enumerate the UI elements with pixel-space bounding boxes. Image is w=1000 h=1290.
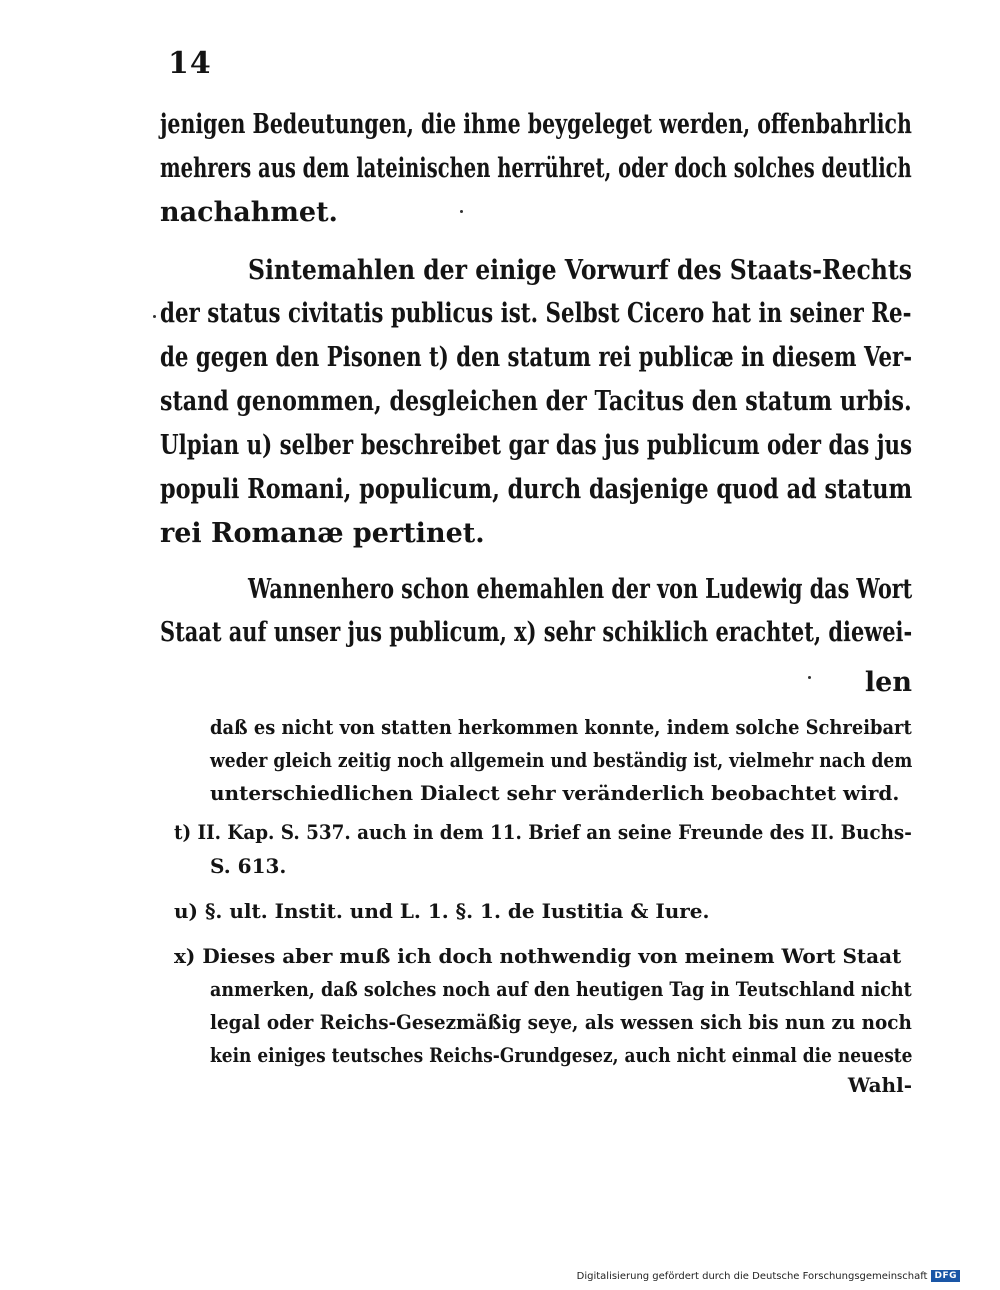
footnote-line: weder gleich zeitig noch allgemein und beständig ist, vielmehr nach dem <box>210 748 913 772</box>
scan-speck <box>153 315 156 318</box>
footnote-line: legal oder Reichs-Gesezmäßig seye, als wessen sich bis nun zu noch <box>210 1010 912 1034</box>
footnote-t: t) II. Kap. S. 537. auch in dem 11. Brief an seine Freunde des II. Buchs- <box>174 820 912 844</box>
page-number: 14 <box>168 46 212 81</box>
footnote-line: daß es nicht von statten herkommen konnte, indem solche Schreibart <box>210 715 912 739</box>
footnote-u: u) §. ult. Instit. und L. 1. §. 1. de Iustitia & Iure. <box>174 899 710 923</box>
footnote-line: S. 613. <box>210 854 287 878</box>
footer-text: Digitalisierung gefördert durch die Deutsche Forschungsgemeinschaft <box>576 1270 928 1282</box>
footnote-x: x) Dieses aber muß ich doch nothwendig von meinem Wort Staat <box>174 944 902 968</box>
scan-speck <box>808 676 811 679</box>
text-line: stand genommen, desgleichen der Tacitus den statum urbis. <box>160 386 912 417</box>
footnote-catchword: Wahl- <box>847 1073 912 1097</box>
catchword: len <box>864 667 912 698</box>
scan-speck <box>460 210 463 213</box>
text-line: nachahmet. <box>160 197 338 228</box>
dfg-logo: DFG <box>931 1270 960 1282</box>
text-line: Sintemahlen der einige Vorwurf des Staats-Rechts <box>248 255 912 286</box>
text-line: der status civitatis publicus ist. Selbst Cicero hat in seiner Re- <box>160 298 912 329</box>
text-line: Staat auf unser jus publicum, x) sehr schiklich erachtet, diewei- <box>160 617 913 648</box>
text-line: mehrers aus dem lateinischen herrühret, oder doch solches deutlich <box>160 153 912 184</box>
text-line: Wannenhero schon ehemahlen der von Ludewig das Wort <box>248 574 913 605</box>
text-line: rei Romanæ pertinet. <box>160 518 485 549</box>
footer <box>577 1270 960 1282</box>
text-line: de gegen den Pisonen t) den statum rei publicæ in diesem Ver- <box>160 342 913 373</box>
footnote-line: unterschiedlichen Dialect sehr veränderlich beobachtet wird. <box>210 781 900 805</box>
text-line: populi Romani, populicum, durch dasjenige quod ad statum <box>160 474 913 505</box>
text-line: Ulpian u) selber beschreibet gar das jus publicum oder das jus <box>160 430 912 461</box>
footnote-line: anmerken, daß solches noch auf den heutigen Tag in Teutschland nicht <box>210 977 912 1001</box>
text-line: jenigen Bedeutungen, die ihme beygeleget werden, offenbahrlich <box>160 109 912 140</box>
footnote-line: kein einiges teutsches Reichs-Grundgesez, auch nicht einmal die neueste <box>210 1043 913 1067</box>
